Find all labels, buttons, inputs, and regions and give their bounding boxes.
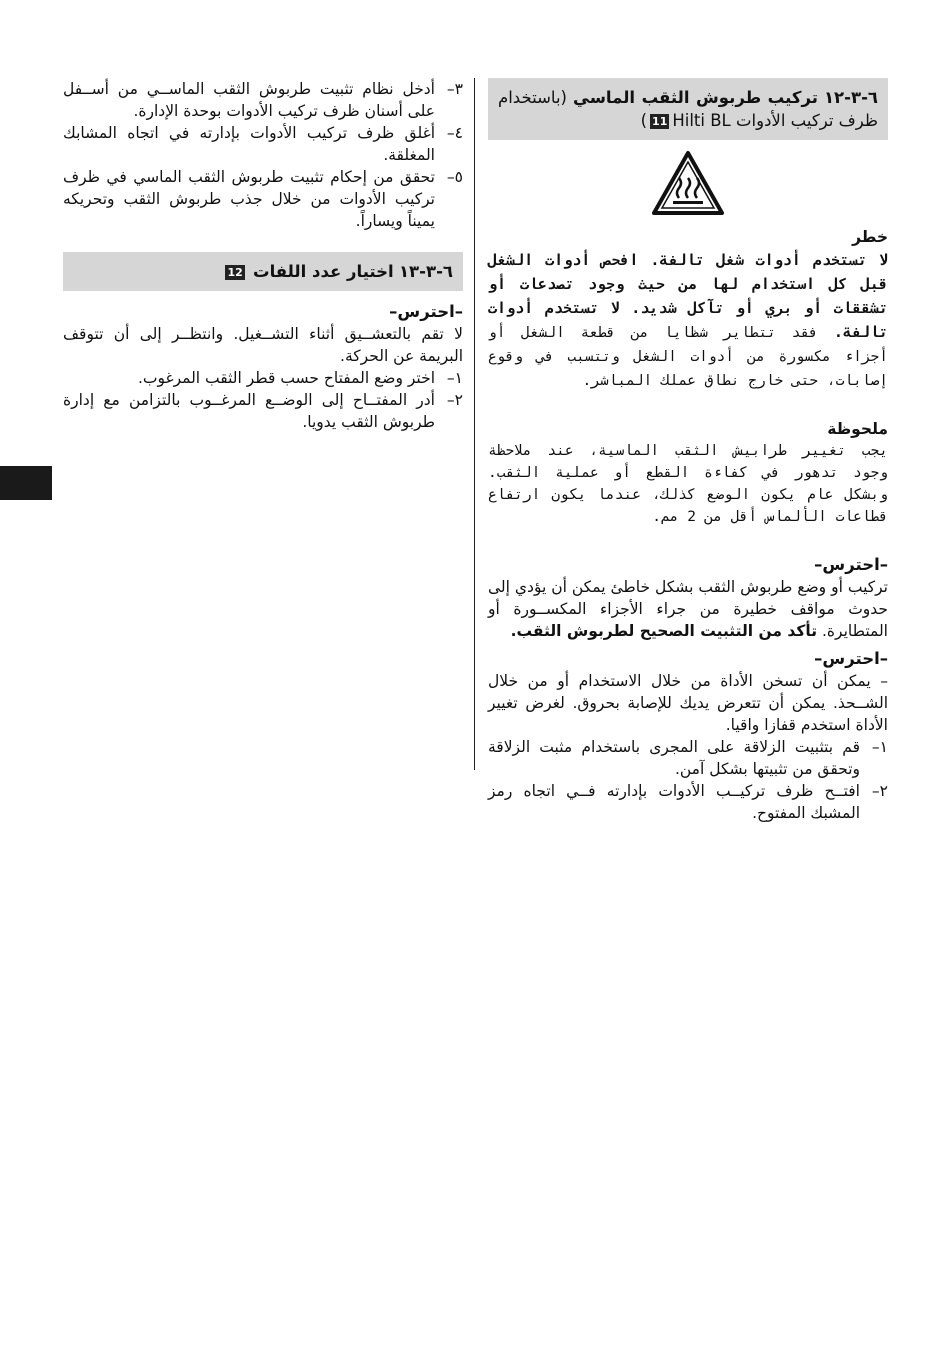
list-item xyxy=(488,736,888,780)
caution-bold-text-1: تأكد من التثبيت الصحيح لطربوش الثقب. xyxy=(510,622,818,640)
step-text: قم بتثبيت الزلاقة على المجرى باستخدام مثبت الزلاقة وتحقق من تثبيتها بشكل آمن. xyxy=(488,738,860,778)
note-label: ملحوظة xyxy=(827,420,888,438)
step-text: أدخل نظام تثبيت طربوش الثقب الماســي من أســفل على أسنان ظرف تركيب الأدوات بوحدة الإدارة. xyxy=(63,80,435,120)
list-item xyxy=(63,367,463,389)
list-item xyxy=(488,780,888,824)
list-item xyxy=(63,389,463,433)
danger-body xyxy=(488,248,888,392)
brand-name: Hilti BL xyxy=(672,111,731,130)
caution-body-3: لا تقم بالتعشــيق أثناء التشــغيل. وانتظــر إلى أن تتوقف البريمة عن الحركة. xyxy=(63,325,463,365)
caution-body-2: – يمكن أن تسخن الأداة من خلال الاستخدام أو من خلال الشــحذ. يمكن أن تتعرض يديك للإصابة بحروق. لغرض تغيير الأداة استخدم قفازا واقيا. xyxy=(488,672,888,734)
figure-ref-badge: 11 xyxy=(652,115,668,128)
step-number: ١– xyxy=(446,369,463,387)
caution-label-2: –احترس– xyxy=(814,649,888,668)
column-divider xyxy=(474,78,475,770)
section-heading-12: ٦-٣-١٢ تركيب طربوش الثقب الماسي (باستخدام ظرف تركيب الأدوات Hilti BL11) xyxy=(488,78,888,140)
step-number: ٥– xyxy=(446,168,463,186)
caution-body-1 xyxy=(488,576,888,642)
right-column xyxy=(488,78,888,824)
hot-surface-warning-icon xyxy=(488,150,888,220)
section-title: اختيار عدد اللفات xyxy=(253,262,394,281)
danger-bold-text: لا تستخدم أدوات شغل تالفة. افحص أدوات الشغل قبل كل استخدام لها من حيث وجود تصدعات أو تشققات أو بري أو تآكل شديد. لا تستخدم أدوات تالفة. xyxy=(488,251,889,341)
step-number: ٢– xyxy=(871,782,888,800)
step-text: تحقق من إحكام تثبيت طربوش الثقب الماسي في ظرف تركيب الأدوات من خلال جذب طربوش الثقب وتحريكه يميناً ويساراً. xyxy=(63,168,435,230)
step-number: ٤– xyxy=(446,124,463,142)
caution-text-1: تركيب أو وضع طربوش الثقب بشكل خاطئ يمكن أن يؤدي إلى حدوث مواقف خطيرة من جراء الأجزاء المكســورة أو المتطايرة. xyxy=(488,578,888,640)
caution-label-3: –احترس– xyxy=(389,302,463,321)
note-body: يجب تغيير طرابيش الثقب الماسية، عند ملاحظة وجود تدهور في كفاءة القطع أو عملية الثقب. وبشكل عام يكون الوضع كذلك، عندما يكون ارتفاع قطاعات الألماس أقل من 2 مم. xyxy=(488,443,888,525)
danger-normal-text: فقد تتطاير شظايا من قطعة الشغل أو أجزاء مكسورة من أدوات الشغل وتتسبب في وقوع إصابات، حتى خارج نطاق عملك المباشر. xyxy=(488,325,888,389)
list-item xyxy=(63,78,463,122)
section-number: ٦-٣-١٣ xyxy=(398,262,453,281)
section-title-bold: تركيب طربوش الثقب الماسي xyxy=(573,88,818,107)
figure-ref-badge: 12 xyxy=(227,266,243,279)
list-item xyxy=(63,122,463,166)
step-text: اختر وضع المفتاح حسب قطر الثقب المرغوب. xyxy=(137,369,435,387)
step-text: افتــح ظرف تركيــب الأدوات بإدارته فــي اتجاه رمز المشبك المفتوح. xyxy=(488,782,860,822)
left-column xyxy=(63,78,463,433)
step-text: أغلق ظرف تركيب الأدوات بإدارته في اتجاه المشابك المغلقة. xyxy=(63,124,435,164)
step-text: أدر المفتــاح إلى الوضــع المرغــوب بالتزامن مع إدارة طربوش الثقب يدويا. xyxy=(63,391,435,431)
caution-label-1: –احترس– xyxy=(814,555,888,574)
step-number: ٣– xyxy=(446,80,463,98)
step-number: ١– xyxy=(871,738,888,756)
section-title-rest: (باستخدام ظرف تركيب الأدوات xyxy=(498,88,878,130)
section-heading-13 xyxy=(63,252,463,291)
step-number: ٢– xyxy=(446,391,463,409)
list-item xyxy=(63,166,463,232)
section-number: ٦-٣-١٢ xyxy=(823,88,878,107)
page-edge-tab xyxy=(0,466,52,500)
danger-label: خطر xyxy=(852,228,888,246)
